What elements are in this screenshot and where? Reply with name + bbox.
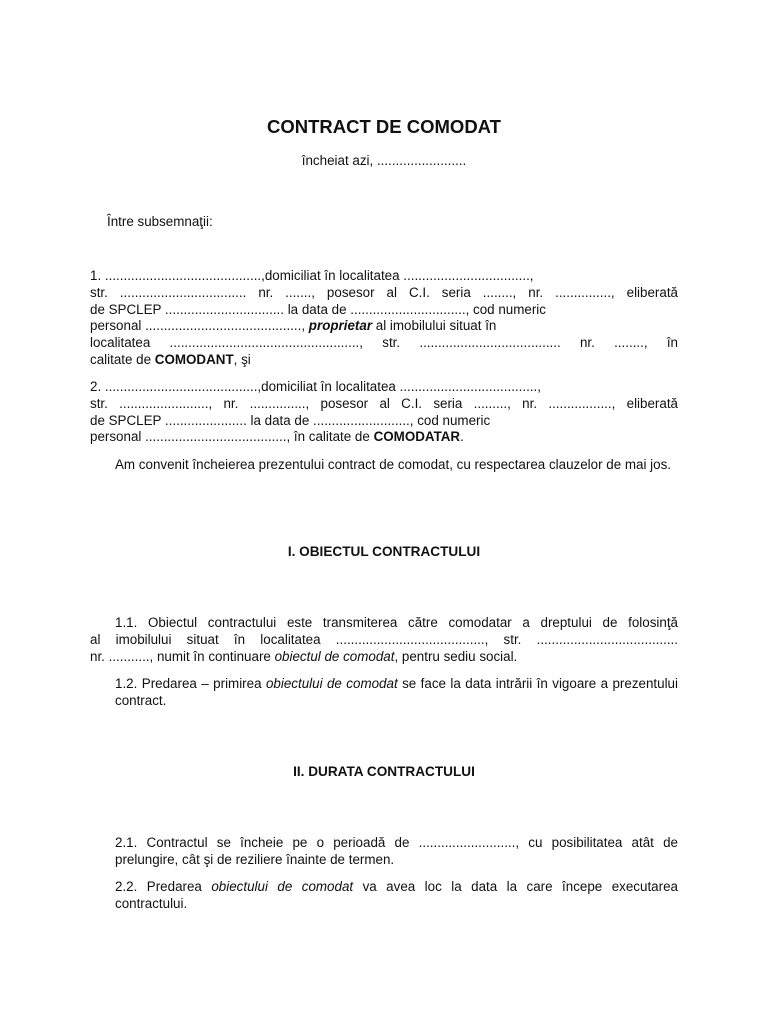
clause-1-2-pre: 1.2. Predarea – primirea	[115, 676, 262, 691]
clause-1-1-line-2: al imobilului situat în localitatea ........................................, str. ......................................	[90, 631, 678, 647]
party-2-personal-text: personal ......................................, în calitate de	[90, 429, 370, 445]
party-2-block	[90, 379, 678, 446]
section-1-heading: I. OBIECTUL CONTRACTULUI	[287, 544, 481, 559]
party-1-line-1: 1. ..........................................,domiciliat în localitatea ..................................,	[90, 268, 534, 283]
section-2-heading: II. DURATA CONTRACTULUI	[293, 764, 475, 779]
party-2-line-1: 2. .........................................,domiciliat în localitatea .....................................,	[90, 379, 541, 394]
party-2-line-4	[90, 429, 678, 446]
document-title: CONTRACT DE COMODAT	[267, 116, 501, 137]
clause-1-2-object-term: obiectului de comodat	[265, 676, 398, 691]
clause-2-2-object-term: obiectului de comodat	[211, 879, 354, 894]
party-1-imobil-text: al imobilului situat în	[375, 318, 497, 334]
party-1-line-6	[90, 352, 678, 369]
party-2-line-3: de SPCLEP ...................... la data de .........................., cod numeric	[90, 412, 491, 428]
party-1-line-2: str. .................................. nr. ......., posesor al C.I. seria ........, nr. ..............., eliberată	[90, 284, 678, 300]
clause-2-2-post: va avea loc la data la care începe executarea contractului.	[115, 879, 678, 911]
clause-1-1-nr-text: nr. ..........., numit în continuare	[90, 648, 271, 664]
document-subtitle: încheiat azi, ........................	[301, 153, 467, 168]
party-1-personal-text: personal ..........................................,	[90, 318, 306, 334]
party-1-si-text: , şi	[233, 351, 251, 367]
party-1-block	[90, 268, 678, 369]
party-1-line-5: localitatea ..................................................., str. ...................................... nr. ........, în	[90, 335, 678, 351]
party-1-line-4	[90, 318, 678, 335]
party-1-calitate-text: calitate de	[90, 351, 152, 367]
clause-2-2-pre: 2.2. Predarea	[115, 879, 202, 894]
comodatar-term: COMODATAR	[373, 429, 461, 445]
clause-1-2-post: se face la data intrării în vigoare a prezentului contract.	[115, 676, 678, 708]
party-1-line-3: de SPCLEP ................................ la data de ..............................., cod numeric	[90, 301, 546, 317]
party-2-period: .	[460, 429, 464, 445]
comodant-term: COMODANT	[154, 351, 234, 367]
clause-1-1-object-term: obiectul de comodat	[274, 648, 395, 664]
party-2-line-2: str. ........................, nr. ..............., posesor al C.I. seria ........., nr. ................., eliberată	[90, 395, 678, 411]
clause-2-2	[90, 879, 678, 913]
clause-1-2	[90, 676, 678, 710]
clause-1-1-end-text: , pentru sediu social.	[394, 648, 518, 664]
clause-1-1-line-1: 1.1. Obiectul contractului este transmiterea către comodatar a dreptului de folosinţă	[115, 615, 678, 630]
clause-1-1-line-3	[90, 649, 678, 666]
agreement-paragraph: Am convenit încheierea prezentului contract de comodat, cu respectarea clauzelor de mai jos.	[115, 457, 672, 472]
proprietar-term: proprietar	[308, 318, 373, 334]
clause-2-1: 2.1. Contractul se încheie pe o perioadă de .........................., cu posibilitatea atât de prelungire, cât şi de reziliere înainte de termen.	[115, 835, 678, 867]
intro-text: Între subsemnaţii:	[107, 214, 213, 229]
clause-1-1	[90, 615, 678, 665]
